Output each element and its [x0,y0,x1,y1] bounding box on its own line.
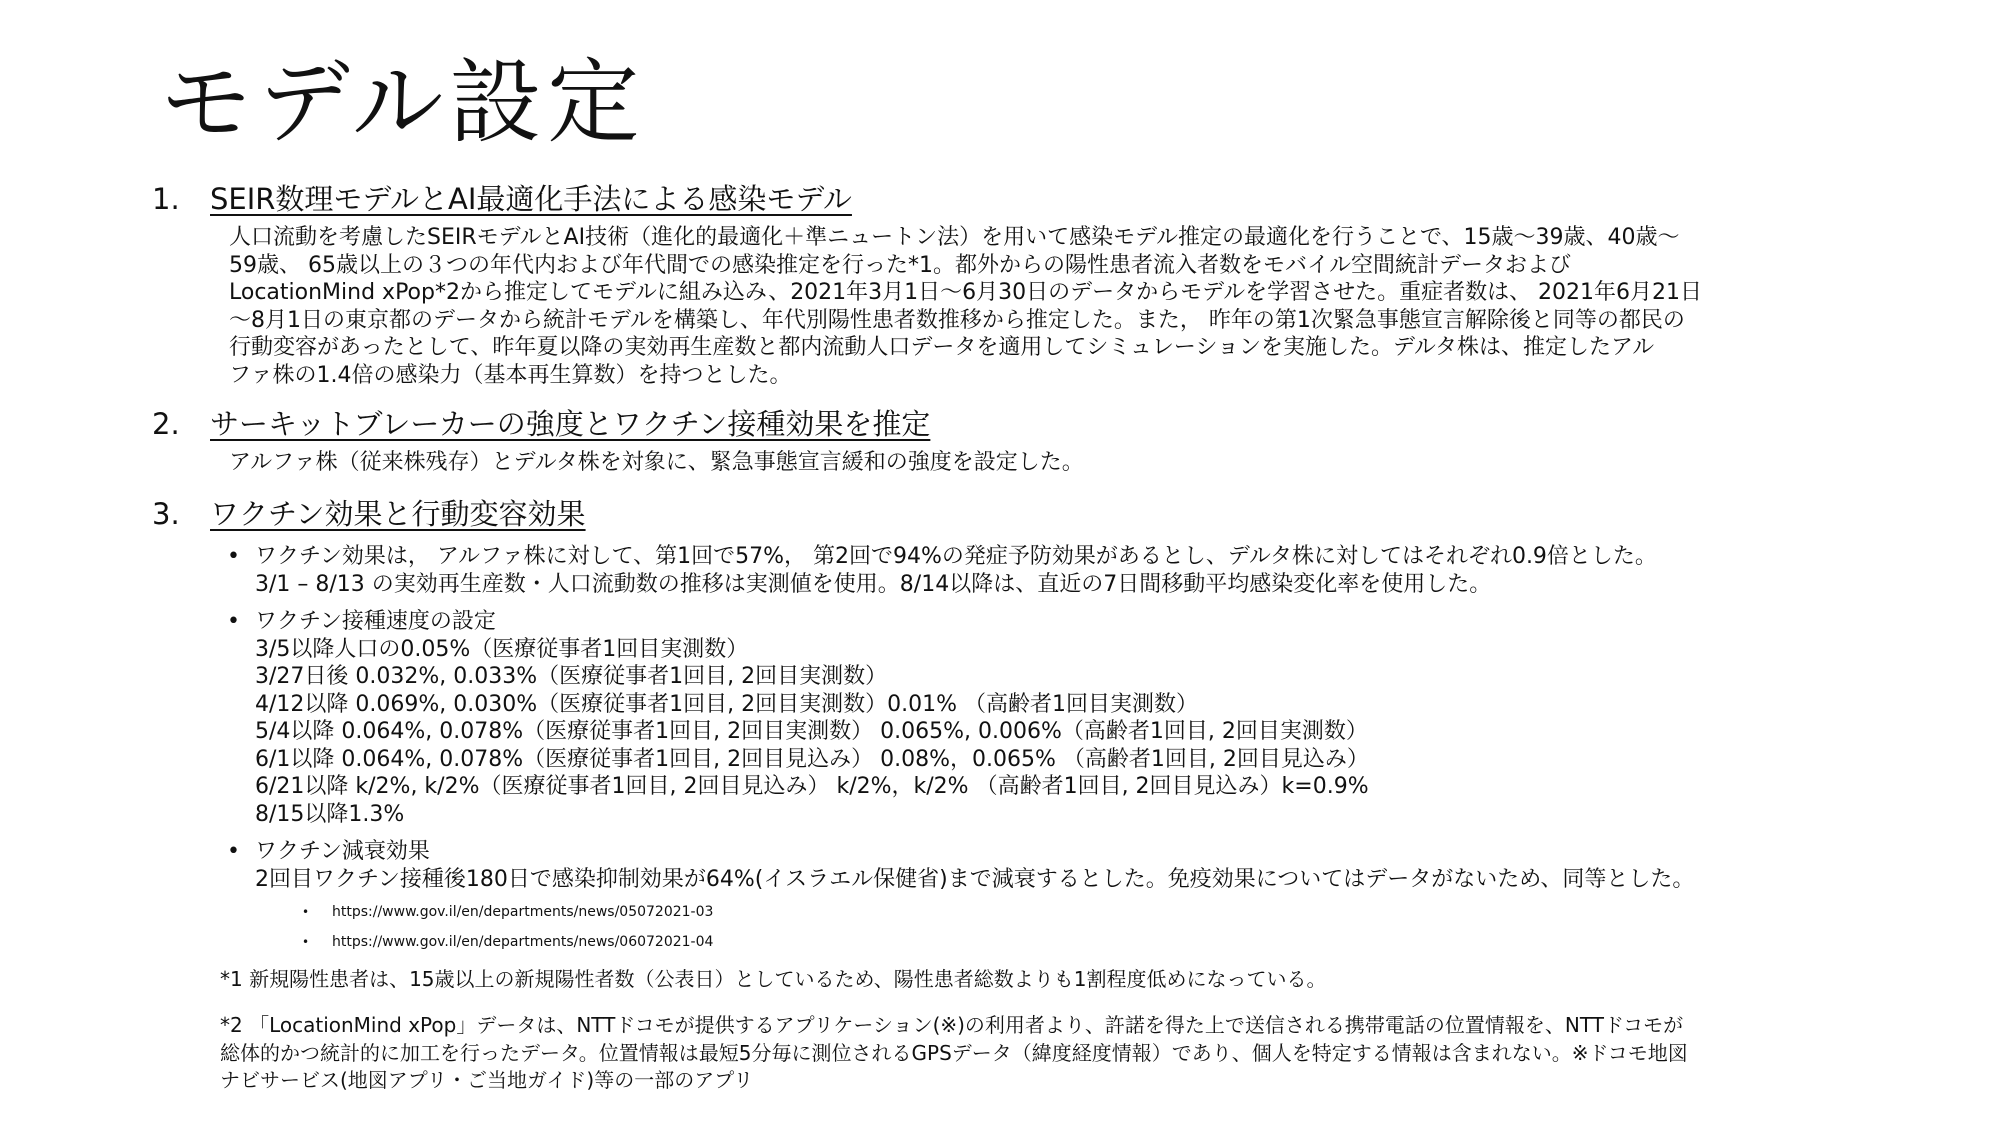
bullet-line: 4/12以降 0.069%, 0.030%（医療従事者1回目, 2回目実測数）0.01% （高齢者1回目実測数） [255,691,1199,717]
bullet-line: 6/21以降 k/2%, k/2%（医療従事者1回目, 2回目見込み） k/2%，k/2% （高齢者1回目, 2回目見込み）k=0.9% [255,774,1369,799]
bullet-line: • ワクチン接種速度の設定 [255,609,496,634]
body-line: 人口流動を考慮したSEIRモデルとAI技術（進化的最適化＋準ニュートン法）を用いて感染モデル推定の最適化を行うことで、15歳〜39歳、40歳〜 [229,225,1680,250]
bullet-line: 5/4以降 0.064%, 0.078%（医療従事者1回目, 2回目実測数） 0.065%, 0.006%（高齢者1回目, 2回目実測数） [255,719,1368,744]
footnote-1: *1 新規陽性患者は、15歳以上の新規陽性者数（公表日）としているため、陽性患者総数よりも1割程度低めになっている。 [220,967,1327,991]
reference-link[interactable]: • https://www.gov.il/en/departments/news/06072021-04 [302,927,1694,957]
bullet-line: 3/1 – 8/13 の実効再生産数・人口流動数の推移は実測値を使用。8/14以降は、直近の7日間移動平均感染変化率を使用した。 [255,571,1492,597]
footnote-line: 総体的かつ統計的に加工を行ったデータ。位置情報は最短5分毎に測位されるGPSデータ（緯度経度情報）であり、個人を特定する情報は含まれない。※ドコモ地図 [220,1040,1688,1065]
section-title: SEIR数理モデルとAI最適化手法による感染モデル [210,182,852,216]
reference-link[interactable]: • https://www.gov.il/en/departments/news/05072021-03 [302,897,1694,927]
section-number: 3. [152,497,180,531]
section-1 [152,180,1702,389]
bullet-list [227,543,1694,957]
section-2 [152,405,1084,477]
footnote-line: *2 「LocationMind xPop」データは、NTTドコモが提供するアプリケーション(※)の利用者より、許諾を得た上で送信される携帯電話の位置情報を、NTTドコモが [220,1013,1684,1037]
bullet-line: • ワクチン減衰効果 [255,839,430,864]
bullet-item-vaccine-speed [227,608,1694,828]
section-title: ワクチン効果と行動変容効果 [210,497,586,531]
page-title: モデル設定 [160,49,646,156]
section-body [229,224,1702,389]
body-line: 行動変容があったとして、昨年夏以降の実効再生産数と都内流動人口データを適用してシミュレーションを実施した。デルタ株は、推定したアル [229,335,1655,360]
bullet-line: • ワクチン効果は， アルファ株に対して、第1回で57%， 第2回で94%の発症予防効果があるとし、デルタ株に対してはそれぞれ0.9倍とした。 [255,544,1657,569]
footnote-2 [220,1012,1688,1095]
bullet-item-vaccine-effect [227,543,1694,598]
section-number: 1. [152,182,180,216]
section-3 [152,495,1694,957]
body-line: 〜8月1日の東京都のデータから統計モデルを構築し、年代別陽性患者数推移から推定した。また， 昨年の第1次緊急事態宣言解除後と同等の都民の [229,307,1685,333]
bullet-line: 6/1以降 0.064%, 0.078%（医療従事者1回目, 2回目見込み） 0.08%，0.065% （高齢者1回目, 2回目見込み） [255,746,1369,772]
bullet-line: 3/27日後 0.032%, 0.033%（医療従事者1回目, 2回目実測数） [255,664,888,689]
bullet-line: 2回目ワクチン接種後180日で感染抑制効果が64%(イスラエル保健省)まで減衰するとした。免疫効果についてはデータがないため、同等とした。 [255,866,1695,892]
body-line: 59歳、 65歳以上の３つの年代内および年代間での感染推定を行った*1。都外からの陽性患者流入者数をモバイル空間統計データおよび [229,252,1571,278]
section-body [229,449,1084,477]
section-title: サーキットブレーカーの強度とワクチン接種効果を推定 [210,407,931,441]
bullet-line: 3/5以降人口の0.05%（医療従事者1回目実測数） [255,636,749,662]
footnote-line: ナビサービス(地図アプリ・ご当地ガイド)等の一部のアプリ [220,1068,754,1092]
body-line: ファ株の1.4倍の感染力（基本再生算数）を持つとした。 [229,362,792,388]
body-line: LocationMind xPop*2から推定してモデルに組み込み、2021年3月1日〜6月30日のデータからモデルを学習させた。重症者数は、 2021年6月21日 [229,280,1703,305]
body-line: アルファ株（従来株残存）とデルタ株を対象に、緊急事態宣言緩和の強度を設定した。 [229,450,1084,475]
section-number: 2. [152,407,180,441]
bullet-line: 8/15以降1.3% [255,801,405,827]
bullet-item-vaccine-decay [227,838,1694,893]
reference-links [302,897,1694,957]
